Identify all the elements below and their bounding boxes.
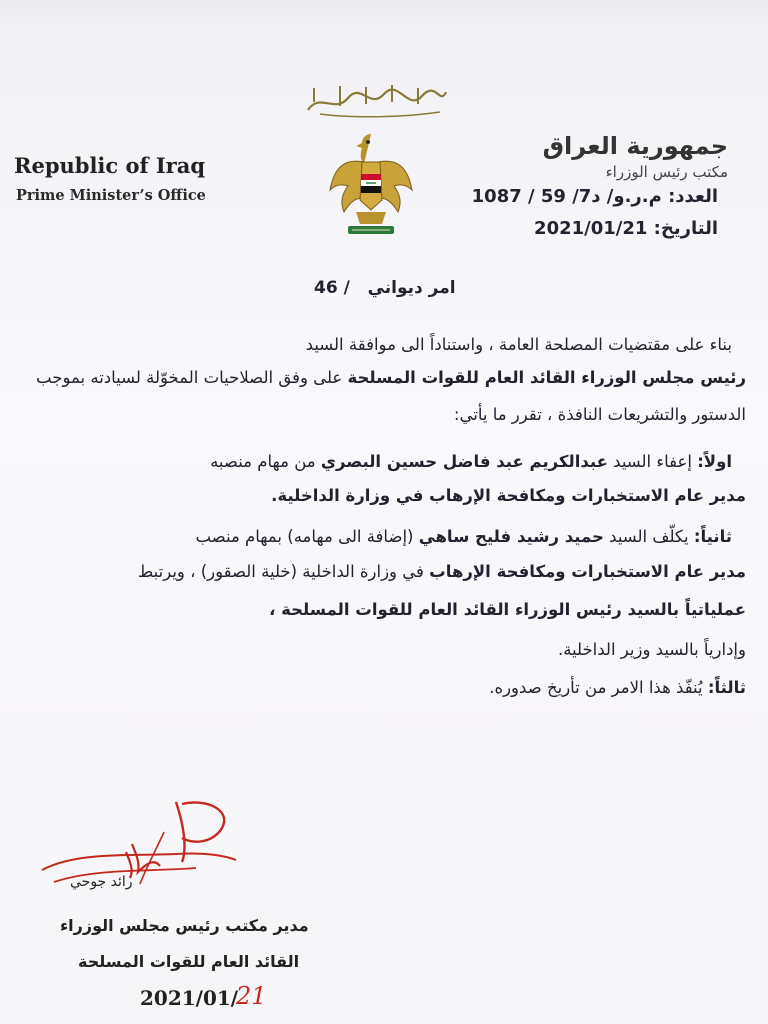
date-label: التاريخ: [653,218,718,239]
item-1-line-2: مدير عام الاستخبارات ومكافحة الإرهاب في وزارة الداخلية. [271,486,746,505]
signatory-name: رائد جوحي [70,874,133,890]
arabic-subtitle: مكتب رئيس الوزراء [605,163,728,181]
item-2-line-2: مدير عام الاستخبارات ومكافحة الإرهاب في وزارة الداخلية (خلية الصقور) ، ويرتبط [137,562,746,581]
reference-number [472,186,718,207]
handwritten-signature [36,792,246,902]
item-2: ثانياً: يكلّف السيد حميد رشيد فليح ساهي (إضافة الى مهامه) بمهام منصب [195,527,732,546]
iraq-eagle-emblem [326,128,416,244]
reference-value: م.ر.و/ د7/ 59 / 1087 [471,186,662,207]
body-line-2: رئيس مجلس الوزراء القائد العام للقوات المسلحة على وفق الصلاحيات المخوّلة لسيادته بموجب [36,368,746,387]
reference-label: العدد: [668,186,718,207]
body-line-1: بناء على مقتضيات المصلحة العامة ، واستناداً الى موافقة السيد [305,335,732,354]
english-subtitle: Prime Minister’s Office [16,187,206,204]
order-title: امر ديواني [367,278,456,298]
body-line-3: الدستور والتشريعات النافذة ، تقرر ما يأتي: [453,405,746,424]
signatory-title-2: القائد العام للقوات المسلحة [78,952,300,971]
order-heading [314,278,456,298]
basmala-calligraphy [300,80,450,120]
signatory-title-1: مدير مكتب رئيس مجلس الوزراء [60,916,309,935]
item-2-line-3: عملياتياً بالسيد رئيس الوزراء القائد العام للقوات المسلحة ، [269,600,746,619]
item-3: ثالثاً: يُنفّذ هذا الامر من تأريخ صدوره. [489,678,746,697]
top-shadow [0,0,768,32]
signature-day-handwritten: 21 [236,982,267,1010]
date-value: 2021/01/21 [534,218,648,239]
english-title: Republic of Iraq [14,153,206,178]
item-2-line-4: وإدارياً بالسيد وزير الداخلية. [557,640,746,659]
order-number: / 46 [314,278,350,298]
arabic-title: جمهورية العراق [542,132,728,160]
document-date [534,218,718,239]
signature-date: 2021/01/ [140,986,239,1010]
item-1: اولاً: إعفاء السيد عبدالكريم عبد فاضل حسين البصري من مهام منصبه [210,452,732,471]
